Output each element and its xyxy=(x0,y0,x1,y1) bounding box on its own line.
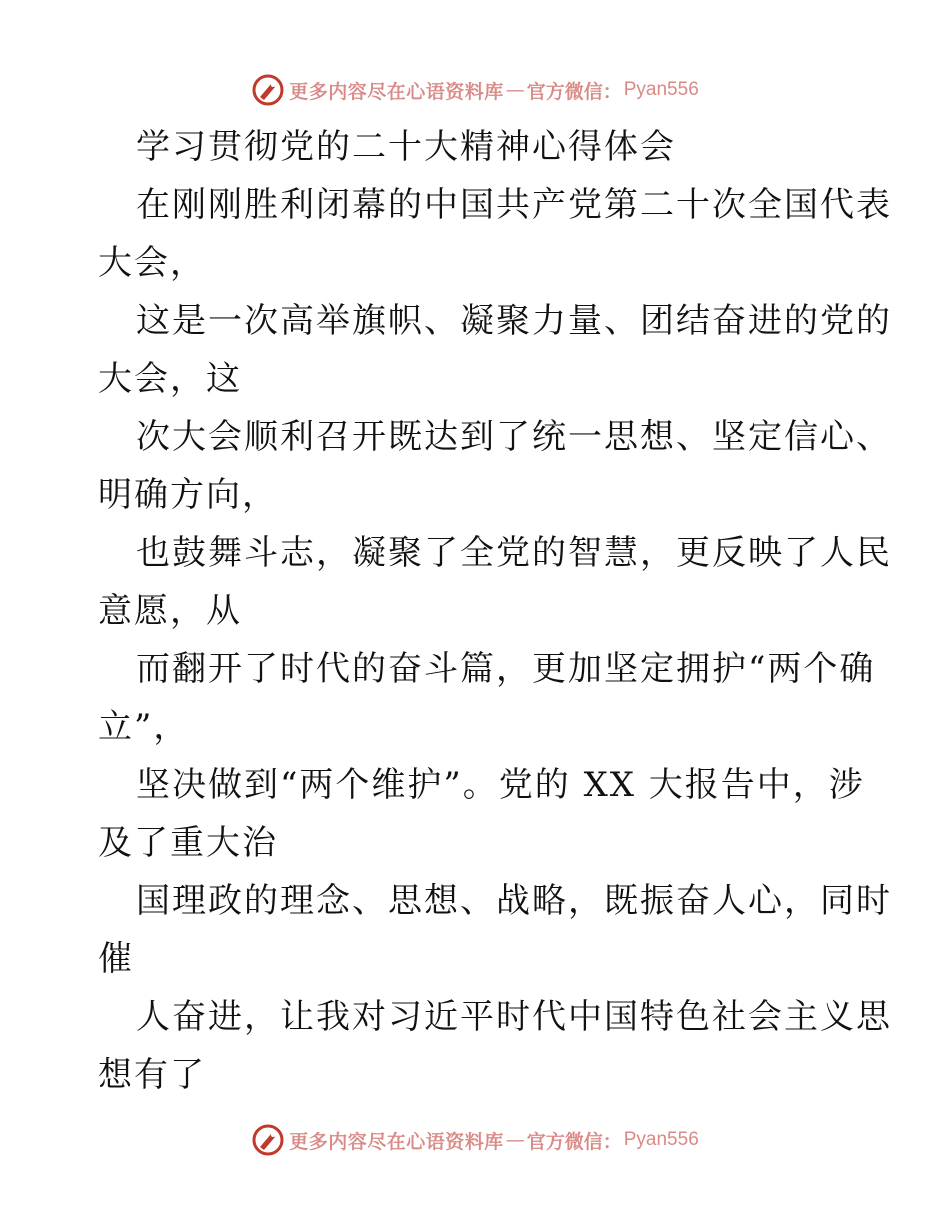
text-line: 这是一次高举旗帜、凝聚力量、团结奋进的党的 xyxy=(136,301,892,341)
header-banner xyxy=(0,70,950,110)
text-line: 明确方向， xyxy=(98,475,278,515)
document-title: 学习贯彻党的二十大精神心得体会 xyxy=(136,127,676,167)
document-body xyxy=(98,118,892,1104)
footer-banner xyxy=(0,1120,950,1160)
text-line: 也鼓舞斗志，凝聚了全党的智慧，更反映了人民 xyxy=(136,533,892,573)
text-line: 及了重大治 xyxy=(98,823,278,863)
banner-text: 更多内容尽在心语资料库 xyxy=(289,1130,504,1153)
text-line: 意愿，从 xyxy=(98,591,242,631)
banner-wechat-label: 官方微信： xyxy=(526,1130,622,1153)
text-line: 催 xyxy=(98,939,134,979)
banner-wechat-label: 官方微信： xyxy=(526,80,622,103)
text-line: 立”， xyxy=(98,707,190,747)
text-line: 大会， xyxy=(98,243,206,283)
text-line: 次大会顺利召开既达到了统一思想、坚定信心、 xyxy=(136,417,892,457)
banner-wechat-id: Pyan556 xyxy=(623,1129,699,1150)
text-line: 坚决做到“两个维护”。党的 XX 大报告中，涉 xyxy=(136,765,865,805)
banner-separator: — xyxy=(505,79,525,101)
text-line: 人奋进，让我对习近平时代中国特色社会主义思 xyxy=(136,997,892,1037)
pen-logo-icon xyxy=(251,73,285,107)
text-line: 大会，这 xyxy=(98,359,242,399)
banner-separator: — xyxy=(505,1129,525,1151)
text-line: 在刚刚胜利闭幕的中国共产党第二十次全国代表 xyxy=(136,185,892,225)
text-line: 国理政的理念、思想、战略，既振奋人心，同时 xyxy=(136,881,892,921)
text-line: 想有了 xyxy=(98,1055,206,1095)
text-line: 而翻开了时代的奋斗篇，更加坚定拥护“两个确 xyxy=(136,649,876,689)
banner-text: 更多内容尽在心语资料库 xyxy=(289,80,504,103)
banner-wechat-id: Pyan556 xyxy=(623,79,699,100)
pen-logo-icon xyxy=(251,1123,285,1157)
